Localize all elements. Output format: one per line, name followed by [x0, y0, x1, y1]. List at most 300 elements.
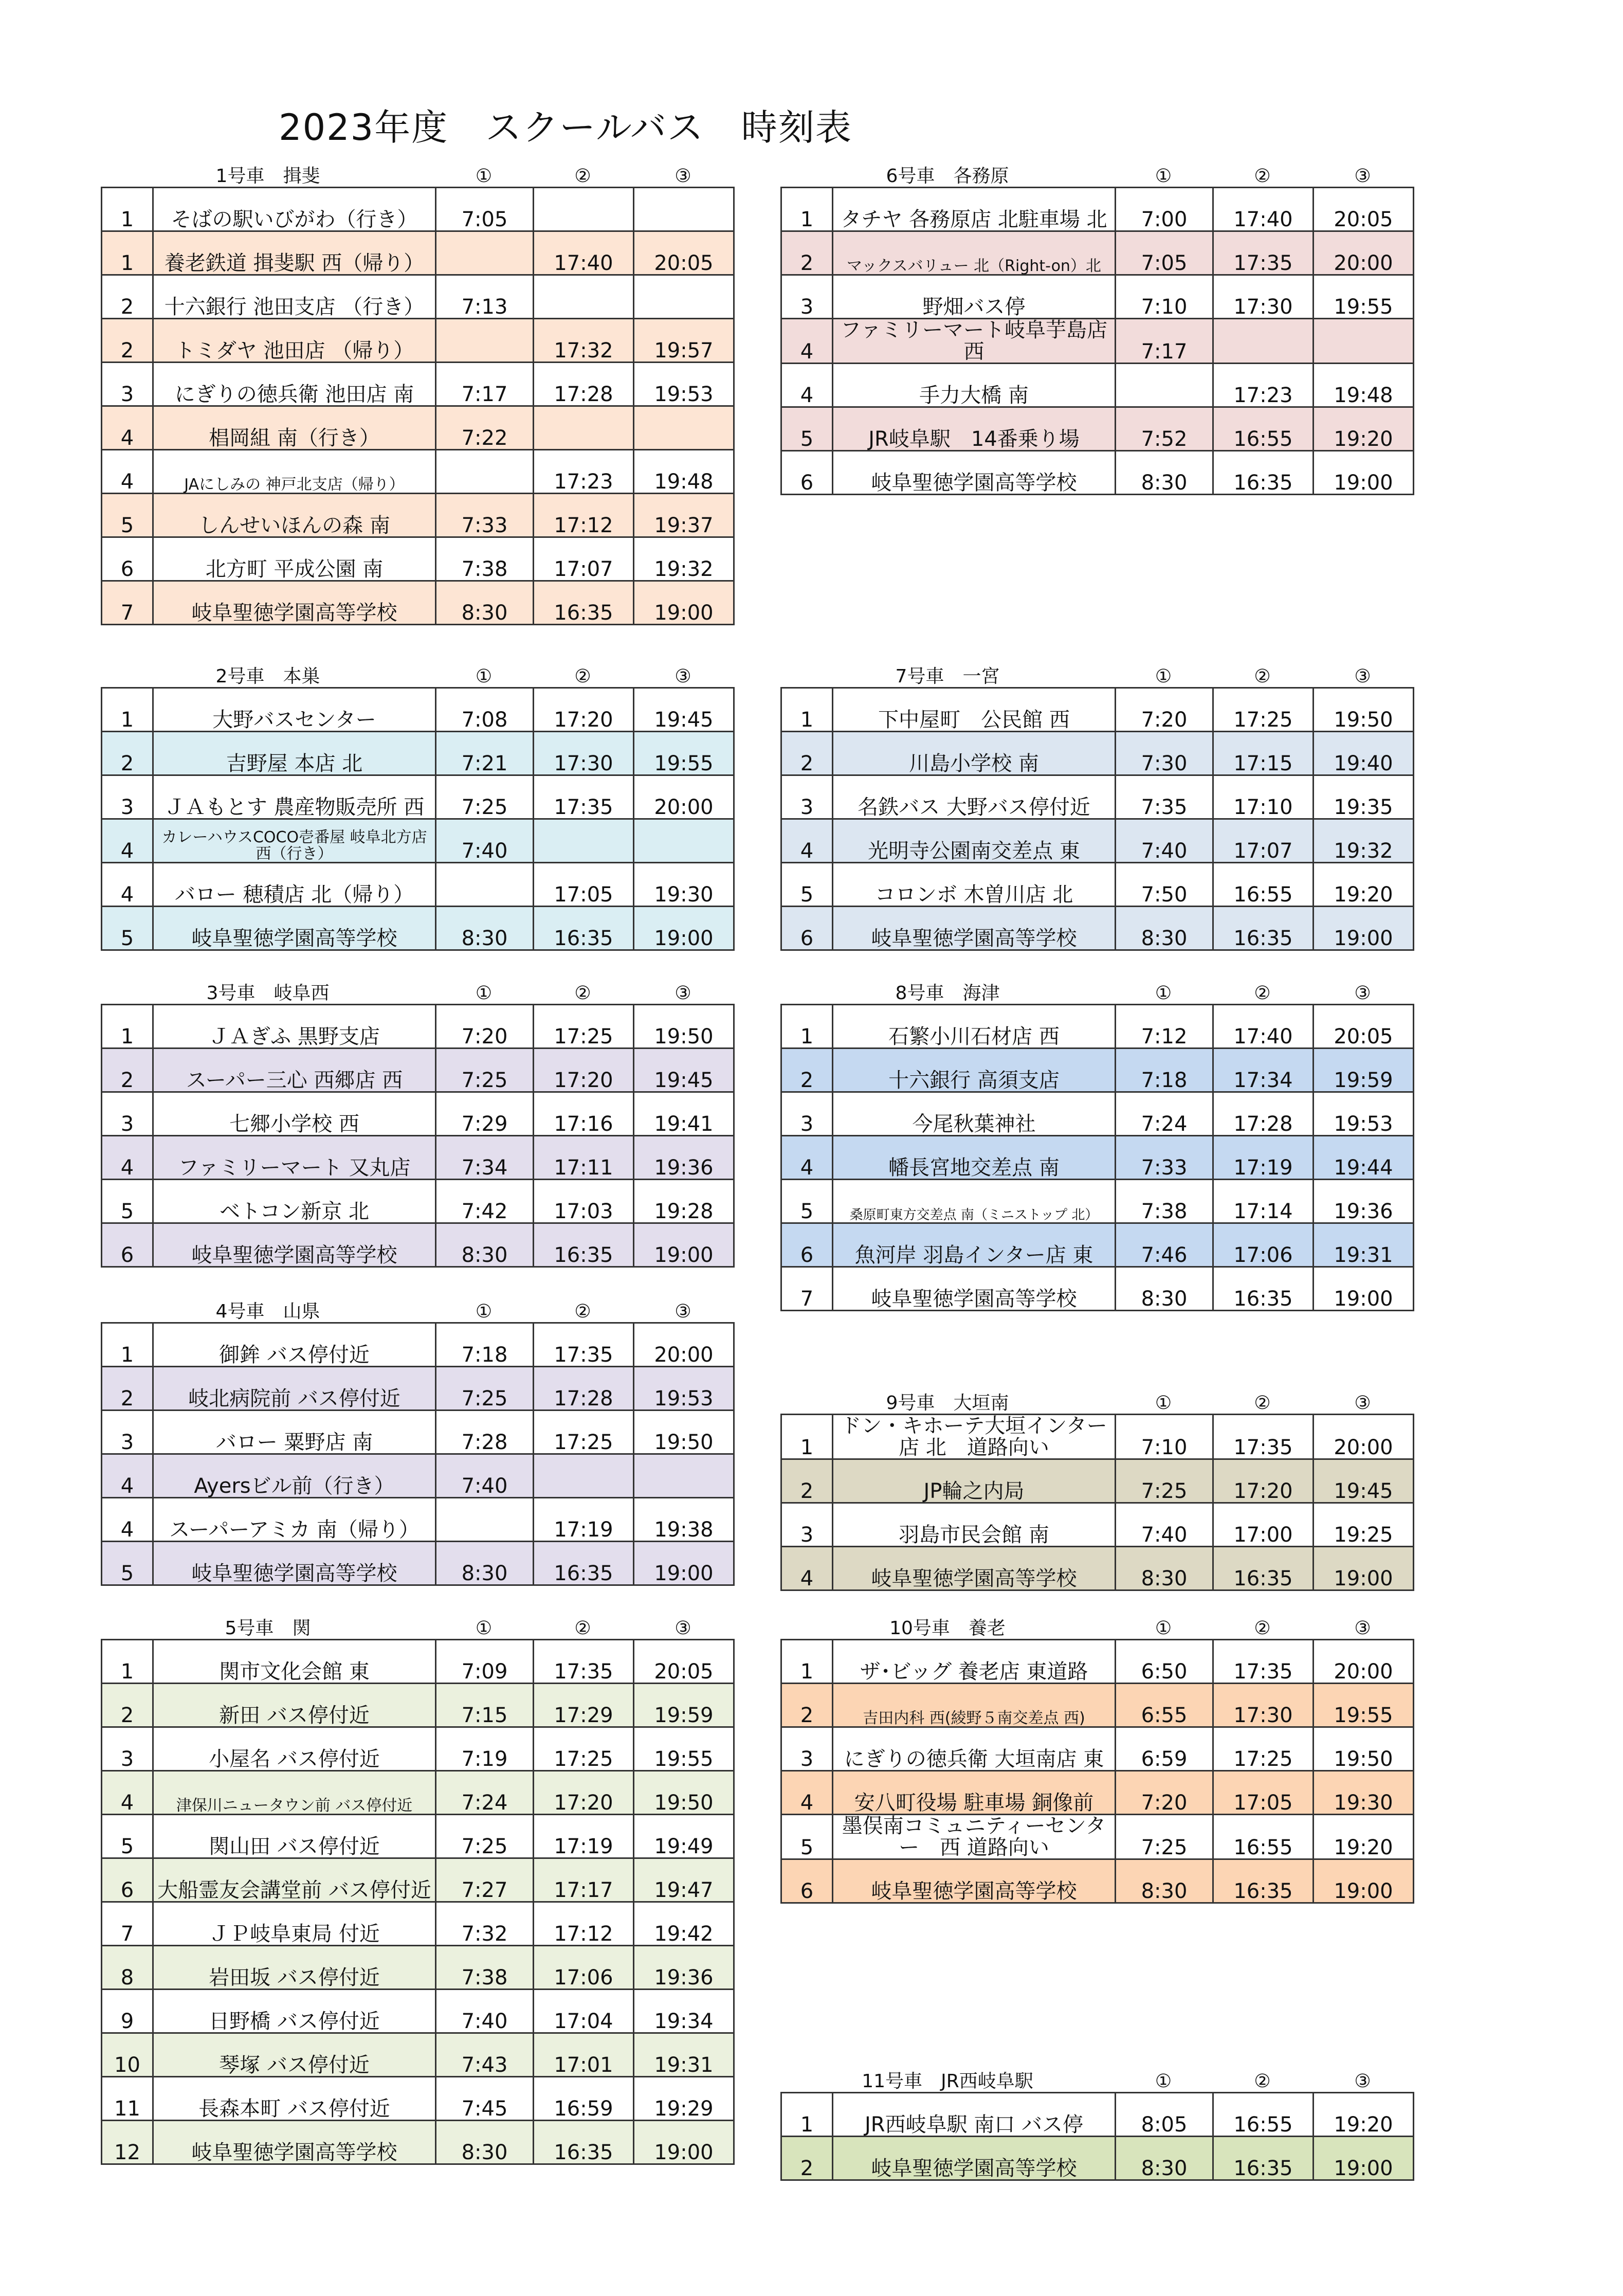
time-trip-3: 19:35: [1314, 775, 1414, 819]
table-row: [102, 1727, 734, 1771]
time-trip-3: 19:48: [634, 450, 734, 494]
trip-header-2: ②: [1254, 2071, 1271, 2092]
trip-header-3: ③: [674, 666, 691, 687]
timetable: [780, 1639, 1414, 1904]
time-trip-1: 7:34: [436, 1136, 534, 1180]
stop-number: 5: [102, 494, 153, 537]
time-trip-2: 16:35: [534, 581, 634, 625]
stop-number: 1: [781, 1005, 833, 1048]
stop-number: 5: [102, 1180, 153, 1223]
table-row: [102, 1946, 734, 1990]
trip-header-1: ①: [1155, 1618, 1172, 1639]
route-block-r8: [780, 983, 1413, 1311]
timetable: [780, 1414, 1414, 1591]
route-label: 4号車 山県: [215, 1301, 320, 1322]
time-trip-3: 19:53: [1314, 1092, 1414, 1136]
time-trip-1: 7:29: [436, 1092, 534, 1136]
time-trip-2: 17:07: [534, 537, 634, 581]
time-trip-1: 8:30: [1116, 907, 1213, 950]
stop-number: 6: [781, 451, 833, 495]
time-trip-3: [634, 188, 734, 231]
time-trip-1: 8:30: [436, 2121, 534, 2164]
table-row: [781, 1684, 1414, 1727]
time-trip-1: 7:33: [436, 494, 534, 537]
stop-name: バロー 粟野店 南: [153, 1411, 436, 1454]
time-trip-2: 16:55: [1213, 2093, 1314, 2137]
table-row: [102, 688, 734, 732]
time-trip-3: 19:20: [1314, 863, 1414, 907]
stop-name: 岐阜聖徳学園高等学校: [153, 2121, 436, 2164]
trip-header-2: ②: [574, 1618, 591, 1639]
time-trip-2: 17:40: [1213, 1005, 1314, 1048]
stop-name: 今尾秋葉神社: [833, 1092, 1116, 1136]
table-row: [781, 732, 1414, 775]
stop-name: カレーハウスCOCO壱番屋 岐阜北方店 西（行き）: [153, 819, 436, 863]
time-trip-3: 19:47: [634, 1858, 734, 1902]
trip-header-2: ②: [1254, 166, 1271, 187]
time-trip-1: 7:43: [436, 2033, 534, 2077]
stop-number: 11: [102, 2077, 153, 2121]
stop-name: 石繁小川石材店 西: [833, 1005, 1116, 1048]
stop-number: 10: [102, 2033, 153, 2077]
timetable: [101, 1004, 735, 1268]
route-block-r5: [101, 1618, 733, 2165]
table-row: [781, 1048, 1414, 1092]
timetable: [780, 1004, 1414, 1311]
time-trip-1: 7:25: [436, 1815, 534, 1858]
time-trip-3: 19:00: [634, 1542, 734, 1585]
stop-name: 岐阜聖徳学園高等学校: [153, 1542, 436, 1585]
time-trip-2: 17:34: [1213, 1048, 1314, 1092]
time-trip-3: 19:00: [1314, 907, 1414, 950]
time-trip-3: 20:00: [1314, 1415, 1414, 1459]
stop-number: 4: [102, 406, 153, 450]
time-trip-2: 17:32: [534, 319, 634, 363]
time-trip-2: 17:35: [1213, 1415, 1314, 1459]
time-trip-2: 17:35: [1213, 231, 1314, 275]
time-trip-1: 7:21: [436, 732, 534, 775]
route-header: [780, 166, 1413, 187]
stop-name: 関市文化会館 東: [153, 1640, 436, 1684]
stop-number: 3: [102, 1092, 153, 1136]
time-trip-2: 16:55: [1213, 1815, 1314, 1859]
time-trip-1: 7:22: [436, 406, 534, 450]
timetable: [101, 687, 735, 951]
stop-number: 4: [781, 1547, 833, 1590]
stop-number: 3: [781, 1092, 833, 1136]
stop-number: 4: [102, 819, 153, 863]
stop-number: 7: [102, 1902, 153, 1946]
time-trip-2: 16:35: [1213, 1547, 1314, 1590]
table-row: [102, 1411, 734, 1454]
time-trip-1: 7:08: [436, 688, 534, 732]
time-trip-1: 6:50: [1116, 1640, 1213, 1684]
table-row: [102, 1990, 734, 2033]
stop-name: JP輪之内局: [833, 1459, 1116, 1503]
stop-number: 5: [102, 1815, 153, 1858]
page-title: 2023年度 スクールバス 時刻表: [279, 106, 852, 149]
time-trip-2: 16:35: [1213, 2137, 1314, 2180]
stop-name: 羽島市民会館 南: [833, 1503, 1116, 1547]
time-trip-3: 19:34: [634, 1990, 734, 2033]
time-trip-3: 19:49: [634, 1815, 734, 1858]
time-trip-1: 7:18: [1116, 1048, 1213, 1092]
stop-name: 北方町 平成公園 南: [153, 537, 436, 581]
stop-name: 岐阜聖徳学園高等学校: [153, 581, 436, 625]
stop-number: 2: [781, 732, 833, 775]
stop-name: 安八町役場 駐車場 銅像前: [833, 1771, 1116, 1815]
table-row: [102, 450, 734, 494]
time-trip-3: 19:31: [634, 2033, 734, 2077]
time-trip-1: 6:55: [1116, 1684, 1213, 1727]
route-header: [780, 1618, 1413, 1639]
time-trip-3: 19:42: [634, 1902, 734, 1946]
time-trip-3: [634, 275, 734, 319]
time-trip-2: 16:35: [534, 2121, 634, 2164]
trip-header-3: ③: [1354, 1618, 1371, 1639]
stop-number: 6: [102, 1223, 153, 1267]
time-trip-3: 19:44: [1314, 1136, 1414, 1180]
time-trip-1: 7:20: [1116, 1771, 1213, 1815]
time-trip-3: 19:31: [1314, 1223, 1414, 1267]
time-trip-3: 19:48: [1314, 364, 1414, 407]
time-trip-1: 7:25: [436, 775, 534, 819]
time-trip-1: 7:35: [1116, 775, 1213, 819]
stop-number: 5: [781, 1815, 833, 1859]
stop-number: 2: [781, 231, 833, 275]
route-label: 10号車 養老: [889, 1618, 1006, 1639]
stop-number: 1: [781, 188, 833, 231]
time-trip-1: 7:20: [1116, 688, 1213, 732]
stop-number: 3: [102, 363, 153, 406]
stop-name: 津保川ニュータウン前 バス停付近: [153, 1771, 436, 1815]
stop-name: 長森本町 バス停付近: [153, 2077, 436, 2121]
table-row: [102, 1323, 734, 1367]
time-trip-2: 17:00: [1213, 1503, 1314, 1547]
table-row: [102, 2033, 734, 2077]
time-trip-3: 19:00: [634, 581, 734, 625]
time-trip-2: 17:35: [1213, 1640, 1314, 1684]
time-trip-3: 19:00: [1314, 2137, 1414, 2180]
stop-number: 4: [781, 1136, 833, 1180]
stop-name: 下中屋町 公民館 西: [833, 688, 1116, 732]
time-trip-1: 7:17: [1116, 319, 1213, 364]
trip-header-2: ②: [1254, 983, 1271, 1004]
route-block-r10: [780, 1618, 1413, 1904]
stop-name: タチヤ 各務原店 北駐車場 北: [833, 188, 1116, 231]
time-trip-2: 17:17: [534, 1858, 634, 1902]
stop-name: 新田 バス停付近: [153, 1684, 436, 1727]
time-trip-3: 19:00: [634, 1223, 734, 1267]
stop-number: 4: [102, 863, 153, 907]
time-trip-1: 7:05: [436, 188, 534, 231]
time-trip-2: 17:28: [1213, 1092, 1314, 1136]
trip-header-2: ②: [1254, 1618, 1271, 1639]
time-trip-3: [634, 1454, 734, 1498]
stop-number: 6: [781, 907, 833, 950]
table-row: [781, 319, 1414, 364]
table-row: [781, 1640, 1414, 1684]
time-trip-3: 19:20: [1314, 1815, 1414, 1859]
time-trip-1: 7:24: [1116, 1092, 1213, 1136]
stop-number: 7: [102, 581, 153, 625]
stop-number: 1: [102, 1323, 153, 1367]
stop-name: 川島小学校 南: [833, 732, 1116, 775]
stop-number: 4: [781, 319, 833, 364]
stop-number: 3: [102, 1727, 153, 1771]
stop-name: 岐阜聖徳学園高等学校: [833, 2137, 1116, 2180]
time-trip-2: 17:25: [534, 1727, 634, 1771]
time-trip-3: 19:36: [634, 1946, 734, 1990]
time-trip-2: 17:20: [534, 1048, 634, 1092]
stop-name: 日野橋 バス停付近: [153, 1990, 436, 2033]
route-header: [101, 983, 733, 1004]
time-trip-3: 19:30: [634, 863, 734, 907]
stop-number: 1: [781, 1415, 833, 1459]
table-row: [102, 1454, 734, 1498]
route-header: [101, 1301, 733, 1322]
stop-number: 4: [102, 1136, 153, 1180]
time-trip-3: 20:00: [634, 775, 734, 819]
route-label: 1号車 揖斐: [215, 166, 320, 187]
timetable: [101, 1322, 735, 1586]
table-row: [781, 688, 1414, 732]
stop-name: 魚河岸 羽島インター店 東: [833, 1223, 1116, 1267]
stop-number: 7: [781, 1267, 833, 1311]
stop-number: 5: [102, 907, 153, 950]
stop-number: 4: [781, 364, 833, 407]
time-trip-1: 7:25: [436, 1367, 534, 1411]
stop-number: 6: [102, 537, 153, 581]
stop-number: 2: [102, 275, 153, 319]
time-trip-3: 19:50: [634, 1005, 734, 1048]
stop-name: 桑原町東方交差点 南（ミニストップ 北）: [833, 1180, 1116, 1223]
stop-name: 野畑バス停: [833, 275, 1116, 319]
stop-number: 2: [781, 1684, 833, 1727]
time-trip-2: 16:35: [1213, 907, 1314, 950]
stop-name: 岐阜聖徳学園高等学校: [833, 1859, 1116, 1903]
time-trip-1: 7:25: [1116, 1815, 1213, 1859]
time-trip-2: 17:28: [534, 363, 634, 406]
route-block-r7: [780, 666, 1413, 951]
stop-name: Ayersビル前（行き）: [153, 1454, 436, 1498]
stop-name: 関山田 バス停付近: [153, 1815, 436, 1858]
time-trip-1: 7:40: [436, 1454, 534, 1498]
timetable: [780, 2092, 1414, 2181]
time-trip-3: 19:45: [634, 1048, 734, 1092]
time-trip-2: 17:40: [534, 231, 634, 275]
table-row: [102, 1367, 734, 1411]
stop-number: 9: [102, 1990, 153, 2033]
stop-number: 2: [102, 1367, 153, 1411]
time-trip-1: 8:30: [1116, 2137, 1213, 2180]
stop-number: 4: [781, 1771, 833, 1815]
time-trip-1: 7:40: [1116, 819, 1213, 863]
trip-header-3: ③: [1354, 166, 1371, 187]
time-trip-2: 17:16: [534, 1092, 634, 1136]
time-trip-2: 16:35: [534, 1542, 634, 1585]
time-trip-3: 19:53: [634, 363, 734, 406]
time-trip-3: 19:28: [634, 1180, 734, 1223]
route-label: 3号車 岐阜西: [206, 983, 330, 1004]
trip-header-1: ①: [1155, 983, 1172, 1004]
table-row: [781, 451, 1414, 495]
table-row: [781, 407, 1414, 451]
time-trip-3: 20:00: [1314, 231, 1414, 275]
time-trip-2: 17:06: [534, 1946, 634, 1990]
stop-number: 8: [102, 1946, 153, 1990]
time-trip-2: 17:25: [534, 1005, 634, 1048]
table-row: [781, 907, 1414, 950]
table-row: [102, 188, 734, 231]
stop-name: ベトコン新京 北: [153, 1180, 436, 1223]
stop-name: JR岐阜駅 14番乗り場: [833, 407, 1116, 451]
time-trip-2: 17:35: [534, 1640, 634, 1684]
time-trip-2: 17:01: [534, 2033, 634, 2077]
timetable: [101, 1639, 735, 2165]
table-row: [102, 907, 734, 950]
stop-number: 5: [781, 1180, 833, 1223]
trip-header-1: ①: [1155, 1393, 1172, 1414]
route-label: 11号車 JR西岐阜駅: [862, 2071, 1033, 2092]
table-row: [102, 363, 734, 406]
time-trip-3: 20:05: [1314, 188, 1414, 231]
table-row: [781, 1859, 1414, 1903]
time-trip-1: 6:59: [1116, 1727, 1213, 1771]
time-trip-2: 17:40: [1213, 188, 1314, 231]
stop-name: ザ･ビッグ 養老店 東道路: [833, 1640, 1116, 1684]
table-row: [102, 319, 734, 363]
stop-name: 岐阜聖徳学園高等学校: [833, 451, 1116, 495]
trip-header-1: ①: [475, 1618, 493, 1639]
stop-number: 3: [102, 775, 153, 819]
stop-number: 3: [781, 1503, 833, 1547]
stop-name: 岐阜聖徳学園高等学校: [833, 907, 1116, 950]
route-label: 5号車 関: [225, 1618, 311, 1639]
table-row: [102, 819, 734, 863]
table-row: [102, 1771, 734, 1815]
time-trip-2: 17:25: [534, 1411, 634, 1454]
time-trip-1: 7:19: [436, 1727, 534, 1771]
time-trip-3: 19:59: [1314, 1048, 1414, 1092]
time-trip-3: 19:45: [1314, 1459, 1414, 1503]
time-trip-2: 17:06: [1213, 1223, 1314, 1267]
stop-name: コロンボ 木曽川店 北: [833, 863, 1116, 907]
route-header: [780, 983, 1413, 1004]
time-trip-3: 19:20: [1314, 407, 1414, 451]
time-trip-1: 7:12: [1116, 1005, 1213, 1048]
stop-name: 十六銀行 池田支店 （行き）: [153, 275, 436, 319]
trip-header-3: ③: [1354, 983, 1371, 1004]
time-trip-2: 17:30: [1213, 275, 1314, 319]
trip-header-3: ③: [674, 166, 691, 187]
time-trip-1: 7:10: [1116, 275, 1213, 319]
trip-header-1: ①: [1155, 666, 1172, 687]
time-trip-1: 7:20: [436, 1005, 534, 1048]
stop-number: 5: [781, 863, 833, 907]
time-trip-1: 7:46: [1116, 1223, 1213, 1267]
table-row: [102, 2121, 734, 2164]
table-row: [781, 1459, 1414, 1503]
time-trip-3: 19:00: [1314, 1859, 1414, 1903]
time-trip-2: [534, 275, 634, 319]
stop-name: 岩田坂 バス停付近: [153, 1946, 436, 1990]
table-row: [781, 1223, 1414, 1267]
table-row: [102, 1136, 734, 1180]
time-trip-3: 20:00: [634, 1323, 734, 1367]
time-trip-3: 19:37: [634, 494, 734, 537]
trip-header-2: ②: [574, 166, 591, 187]
stop-number: 6: [781, 1859, 833, 1903]
stop-name: しんせいほんの森 南: [153, 494, 436, 537]
table-row: [102, 1815, 734, 1858]
trip-header-1: ①: [475, 666, 493, 687]
trip-header-2: ②: [1254, 1393, 1271, 1414]
stop-name: スーパーアミカ 南（帰り）: [153, 1498, 436, 1542]
time-trip-1: 7:00: [1116, 188, 1213, 231]
time-trip-1: 8:05: [1116, 2093, 1213, 2137]
stop-name: そばの駅いびがわ（行き）: [153, 188, 436, 231]
table-row: [102, 537, 734, 581]
time-trip-2: 17:30: [534, 732, 634, 775]
stop-name: トミダヤ 池田店 （帰り）: [153, 319, 436, 363]
stop-name: 手力大橋 南: [833, 364, 1116, 407]
time-trip-2: 16:35: [1213, 451, 1314, 495]
time-trip-2: 17:19: [534, 1815, 634, 1858]
stop-name: 岐阜聖徳学園高等学校: [153, 1223, 436, 1267]
table-row: [102, 406, 734, 450]
time-trip-2: 16:35: [1213, 1859, 1314, 1903]
time-trip-1: 8:30: [1116, 451, 1213, 495]
time-trip-3: 19:25: [1314, 1503, 1414, 1547]
time-trip-3: 19:50: [634, 1771, 734, 1815]
table-row: [781, 2093, 1414, 2137]
time-trip-1: 8:30: [436, 1223, 534, 1267]
time-trip-1: 7:17: [436, 363, 534, 406]
time-trip-1: 7:40: [1116, 1503, 1213, 1547]
stop-number: 4: [102, 1454, 153, 1498]
time-trip-1: 8:30: [436, 581, 534, 625]
time-trip-2: [534, 188, 634, 231]
table-row: [781, 231, 1414, 275]
time-trip-3: 20:05: [1314, 1005, 1414, 1048]
time-trip-1: 7:40: [436, 819, 534, 863]
time-trip-3: 19:55: [1314, 275, 1414, 319]
stop-number: 2: [781, 2137, 833, 2180]
table-row: [102, 1640, 734, 1684]
stop-name: 大船霊友会講堂前 バス停付近: [153, 1858, 436, 1902]
table-row: [781, 863, 1414, 907]
time-trip-3: 19:45: [634, 688, 734, 732]
time-trip-1: 7:25: [436, 1048, 534, 1092]
time-trip-1: 8:30: [1116, 1859, 1213, 1903]
time-trip-1: [436, 231, 534, 275]
stop-number: 6: [102, 1858, 153, 1902]
timetable: [780, 687, 1414, 951]
stop-number: 4: [781, 819, 833, 863]
trip-header-1: ①: [1155, 166, 1172, 187]
time-trip-2: [534, 1454, 634, 1498]
table-row: [102, 1180, 734, 1223]
trip-header-3: ③: [674, 1618, 691, 1639]
stop-number: 12: [102, 2121, 153, 2164]
table-row: [781, 188, 1414, 231]
time-trip-3: 20:05: [634, 231, 734, 275]
time-trip-3: 19:00: [1314, 451, 1414, 495]
stop-name: にぎりの徳兵衛 大垣南店 東: [833, 1727, 1116, 1771]
time-trip-3: 19:00: [1314, 1267, 1414, 1311]
time-trip-2: 17:29: [534, 1684, 634, 1727]
